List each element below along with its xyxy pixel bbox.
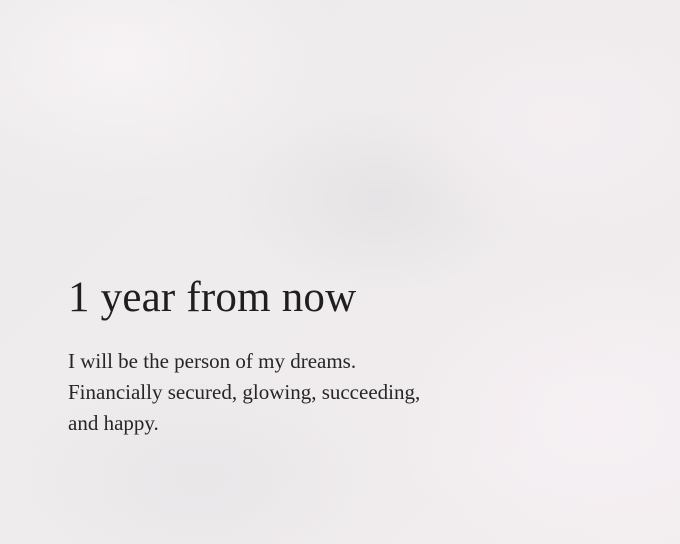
quote-line: and happy. xyxy=(68,411,159,435)
quote-heading: 1 year from now xyxy=(68,274,357,321)
quote-text-block xyxy=(68,270,628,439)
quote-body xyxy=(68,346,628,439)
quote-line: Financially secured, glowing, succeeding, xyxy=(68,380,421,404)
quote-line: I will be the person of my dreams. xyxy=(68,349,357,373)
